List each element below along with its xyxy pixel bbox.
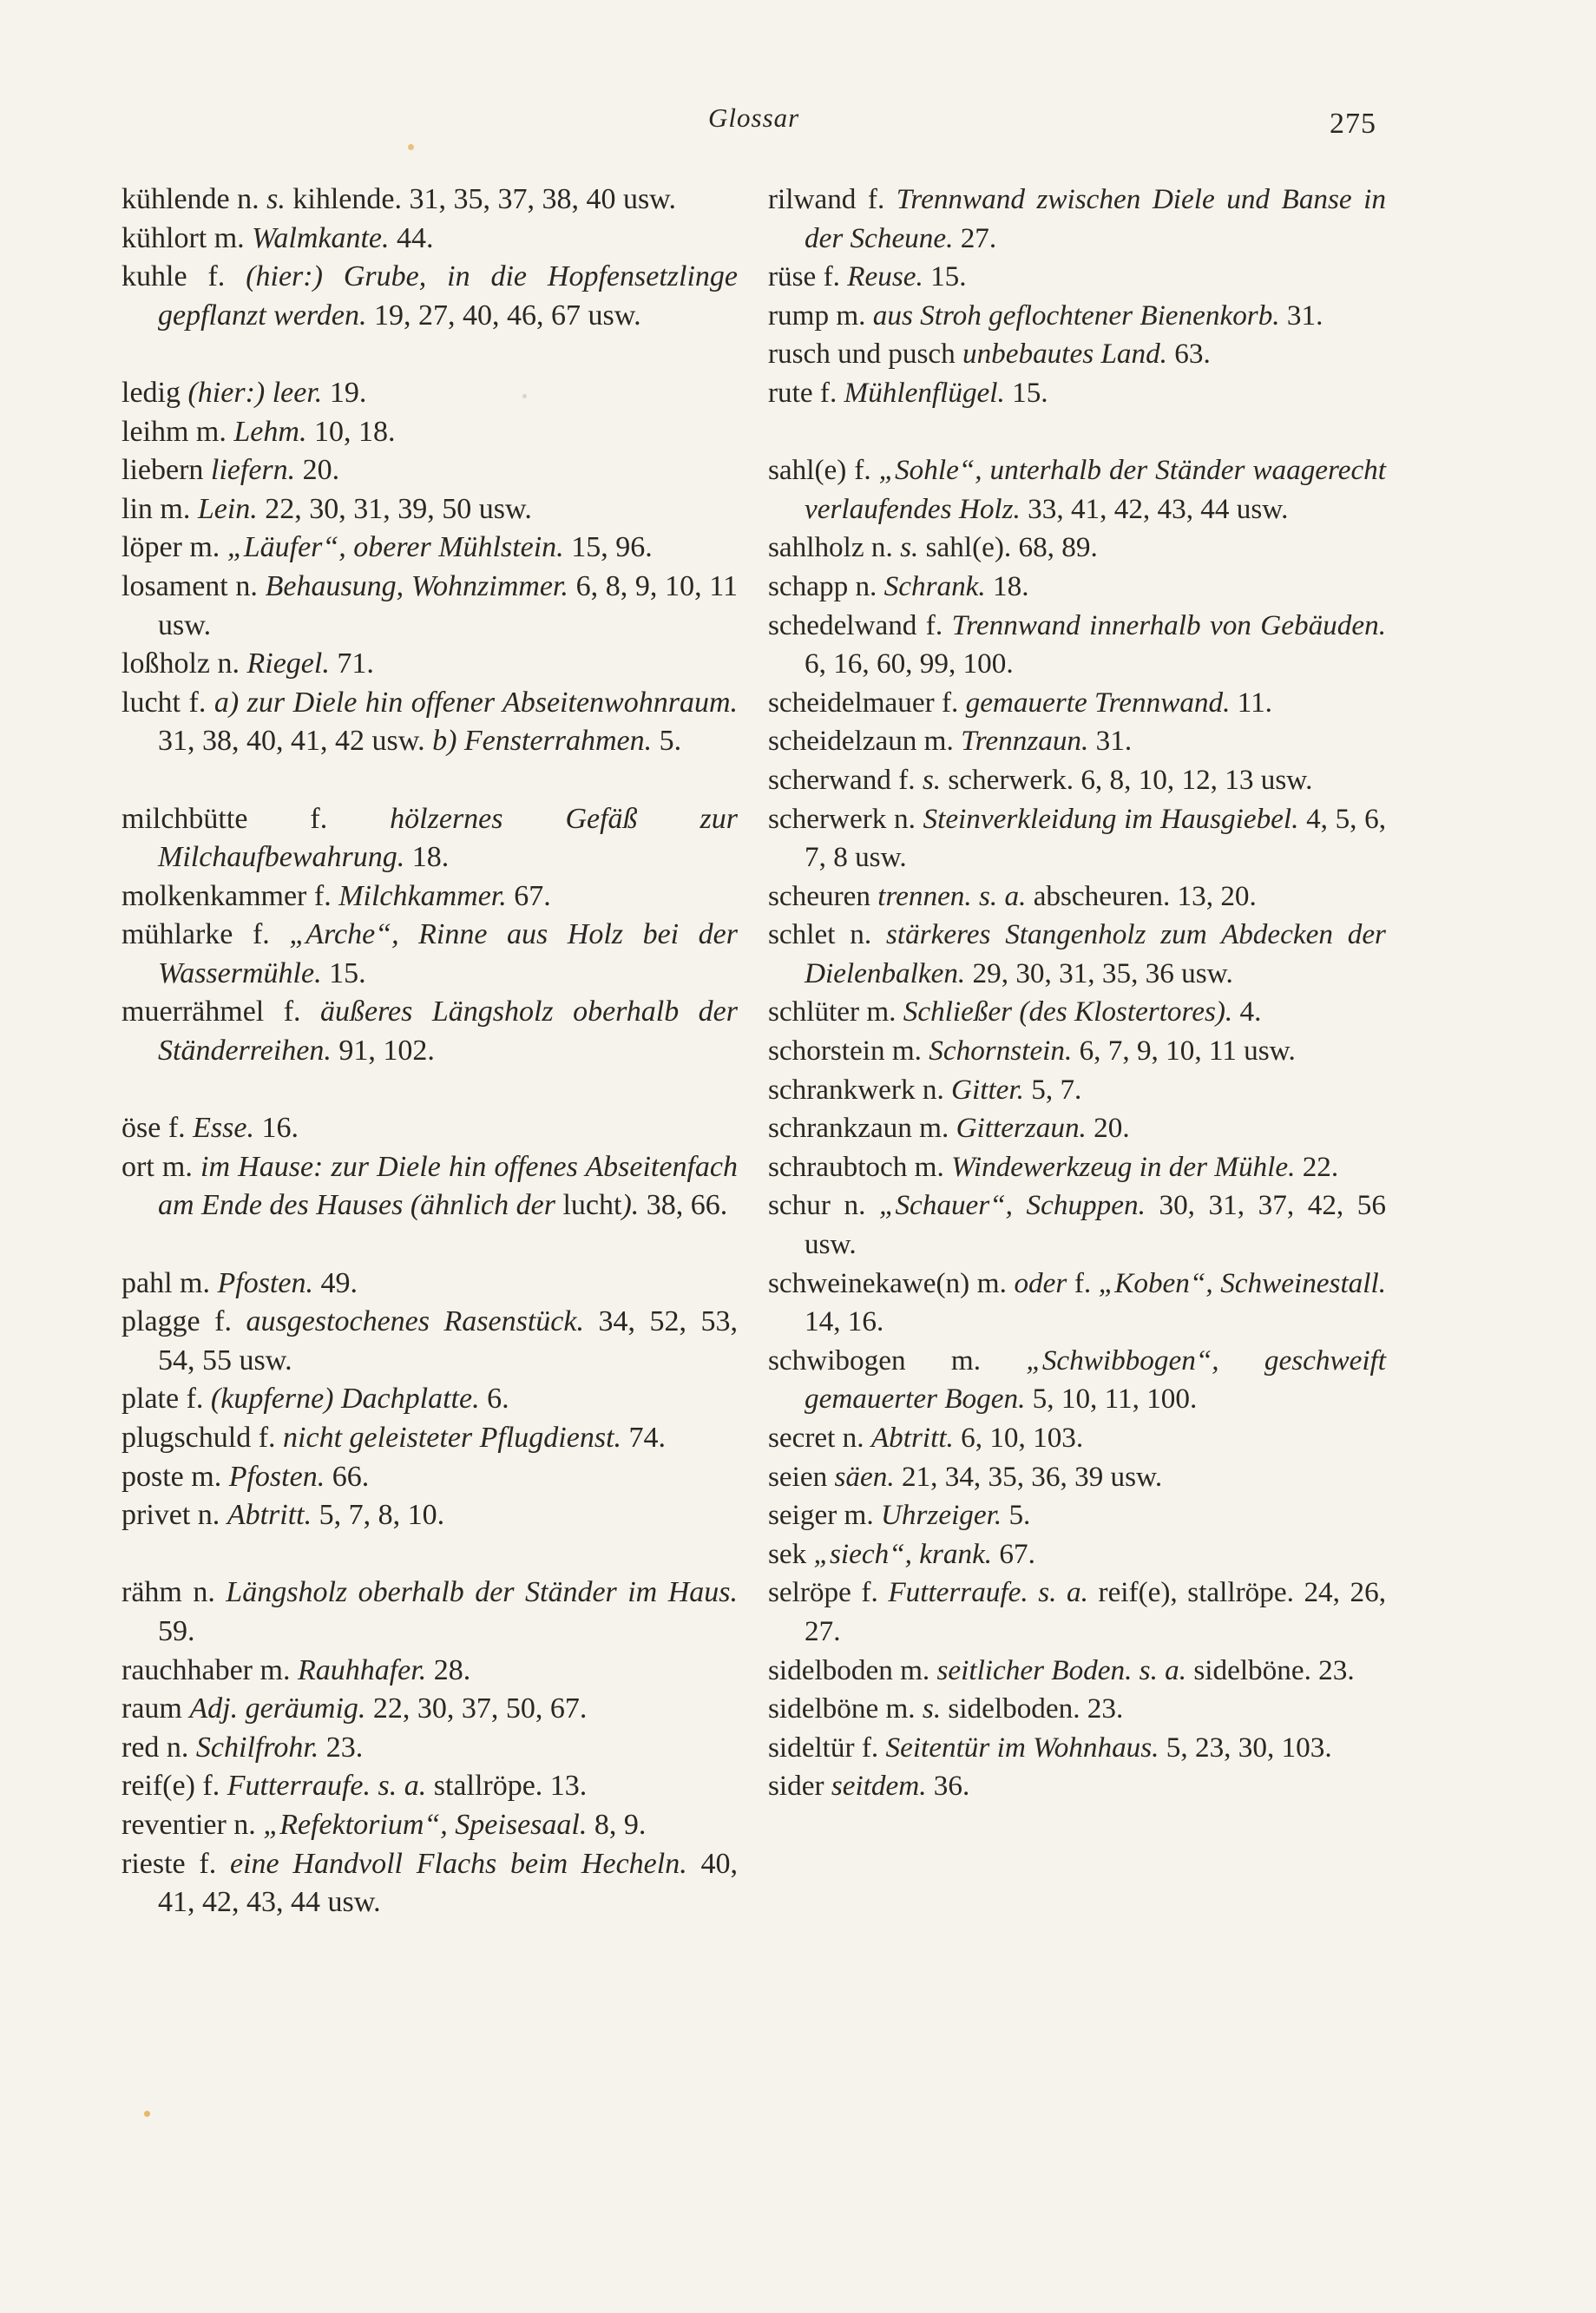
entry-headword: scherwand f.: [768, 763, 923, 796]
entry-definition: Abtritt.: [227, 1499, 312, 1532]
entry-text: 4.: [1232, 996, 1262, 1028]
entry-headword: schur n.: [768, 1189, 879, 1222]
entry-text: 22, 30, 37, 50, 67.: [365, 1692, 588, 1725]
glossary-entry: [122, 1458, 738, 1497]
glossary-entry: [768, 335, 1386, 374]
entry-headword: secret n.: [768, 1422, 871, 1454]
entry-headword: ledig: [122, 376, 188, 409]
entry-text: 38, 66.: [639, 1189, 728, 1222]
entry-headword: öse f.: [122, 1112, 194, 1145]
entry-definition: oder: [1014, 1266, 1067, 1299]
entry-definition: Seitentür im Wohnhaus.: [885, 1731, 1159, 1764]
entry-text: 63.: [1166, 338, 1211, 371]
entry-definition: gemauerte Trennwand.: [965, 686, 1231, 719]
entry-definition: Steinverkleidung im Hausgiebel.: [923, 802, 1299, 835]
entry-definition: „Schwibbogen“, geschweift gemauerter Bogen.: [805, 1344, 1386, 1416]
glossary-entry: [768, 181, 1386, 258]
glossary-entry: [768, 1186, 1386, 1264]
entry-headword: ort m.: [122, 1150, 201, 1183]
entry-headword: schrankwerk n.: [768, 1073, 952, 1106]
glossary-entry: [122, 181, 738, 220]
entry-text: 74.: [621, 1422, 667, 1454]
entry-text: 30, 31, 37, 42, 56 usw.: [805, 1189, 1386, 1261]
entry-headword: seiger m.: [768, 1499, 881, 1532]
entry-definition: Esse.: [193, 1112, 254, 1145]
glossary-entry: [122, 1652, 738, 1691]
glossary-entry: [768, 374, 1386, 413]
glossary-entry: [768, 1729, 1386, 1768]
entry-headword: scheidelzaun m.: [768, 725, 962, 758]
glossary-column-right: [768, 181, 1386, 1806]
glossary-entry: [122, 220, 738, 259]
entry-definition: Windewerkzeug in der Mühle.: [951, 1150, 1296, 1183]
entry-text: sahl(e). 68, 89.: [918, 531, 1098, 564]
entry-headword: sidelboden m.: [768, 1653, 937, 1686]
entry-text: abscheuren. 13, 20.: [1026, 879, 1257, 912]
glossary-column-left: [122, 181, 738, 1922]
entry-headword: seien: [768, 1460, 835, 1493]
entry-headword: sahl(e) f.: [768, 454, 879, 487]
entry-text: 6, 16, 60, 99, 100.: [805, 647, 1014, 680]
glossary-entry: [122, 1845, 738, 1922]
entry-text: 5, 10, 11, 100.: [1025, 1383, 1198, 1416]
entry-headword: kühlort m.: [122, 221, 253, 254]
entry-definition: Uhrzeiger.: [880, 1499, 1002, 1532]
entry-headword: losament n.: [122, 569, 266, 602]
entry-definition: Trennwand zwischen Diele und Banse in der Scheune.: [805, 183, 1386, 254]
entry-headword: sidelböne m.: [768, 1692, 923, 1725]
entry-definition: im Hause: zur Diele hin offenes Abseitenfach am Ende des Hauses (ähnlich der: [158, 1150, 738, 1222]
entry-headword: lucht f.: [122, 686, 214, 719]
entry-headword: reif(e) f.: [122, 1770, 227, 1803]
paper-speck: [522, 394, 527, 398]
entry-headword: schlüter m.: [768, 996, 903, 1028]
entry-definition: s.: [900, 531, 919, 564]
entry-text: 6, 8, 9, 10, 11 usw.: [158, 569, 738, 641]
entry-text: 40, 41, 42, 43, 44 usw.: [158, 1847, 738, 1919]
entry-text: 20.: [295, 454, 340, 487]
entry-text: 21, 34, 35, 36, 39 usw.: [894, 1460, 1163, 1493]
entry-text: 44.: [389, 221, 434, 254]
entry-definition: (kupferne) Dachplatte.: [210, 1383, 480, 1416]
glossary-entry: [768, 1574, 1386, 1651]
entry-headword: mühlarke f.: [122, 918, 290, 951]
entry-text: 14, 16.: [805, 1305, 884, 1338]
entry-definition: Gitterzaun.: [956, 1112, 1087, 1145]
entry-headword: lin m.: [122, 492, 198, 525]
entry-text: 5, 7.: [1023, 1073, 1082, 1106]
entry-headword: schrankzaun m.: [768, 1112, 956, 1145]
entry-definition: s.: [266, 183, 286, 215]
entry-definition: Rauhhafer.: [297, 1653, 427, 1686]
glossary-entry: [122, 1109, 738, 1148]
entry-headword: schapp n.: [768, 569, 884, 602]
entry-definition: Walmkante.: [252, 221, 390, 254]
entry-headword: rauchhaber m.: [122, 1653, 298, 1686]
entry-text: 71.: [329, 647, 374, 680]
entry-text: 28.: [426, 1653, 471, 1686]
entry-headword: molkenkammer f.: [122, 879, 339, 912]
entry-headword: rüse f.: [768, 260, 848, 293]
entry-headword: milchbütte f.: [122, 802, 391, 835]
entry-definition: Reuse.: [847, 260, 923, 293]
entry-text: sidelboden. 23.: [941, 1692, 1124, 1725]
entry-definition: Trennwand innerhalb von Gebäuden.: [951, 608, 1386, 641]
entry-definition: hölzernes Gefäß zur Milchaufbewahrung.: [158, 802, 738, 874]
entry-definition: seitlicher Boden. s. a.: [936, 1653, 1187, 1686]
entry-headword: rähm n.: [122, 1576, 227, 1609]
entry-text: 31, 38, 40, 41, 42 usw.: [158, 725, 433, 758]
entry-headword: schraubtoch m.: [768, 1150, 952, 1183]
entry-definition: Lein.: [197, 492, 258, 525]
entry-definition: liefern.: [210, 454, 296, 487]
paper-speck: [408, 144, 414, 150]
glossary-entry: [768, 1458, 1386, 1497]
entry-definition: nicht geleisteter Pflugdienst.: [283, 1422, 622, 1454]
entry-text: 19.: [322, 376, 367, 409]
entry-definition: Futterraufe. s. a.: [227, 1770, 427, 1803]
entry-definition: „siech“, krank.: [813, 1537, 993, 1570]
entry-headword: privet n.: [122, 1499, 227, 1532]
glossary-entry: [768, 877, 1386, 917]
glossary-entry: [768, 1419, 1386, 1458]
entry-definition: Längsholz oberhalb der Ständer im Haus.: [226, 1576, 738, 1609]
entry-headword: löper m.: [122, 531, 227, 564]
entry-headword: kühlende n.: [122, 183, 267, 215]
entry-headword: liebern: [122, 454, 211, 487]
glossary-entry: [122, 1496, 738, 1535]
entry-definition: Pfosten.: [217, 1266, 313, 1299]
glossary-entry: [122, 993, 738, 1070]
entry-text: 67.: [506, 879, 551, 912]
entry-definition: Schließer (des Klostertores).: [903, 996, 1233, 1028]
entry-text: 20.: [1086, 1112, 1130, 1145]
glossary-entry: [768, 684, 1386, 723]
entry-definition: Adj. geräumig.: [189, 1692, 366, 1725]
entry-definition: s.: [922, 763, 942, 796]
entry-definition: aus Stroh geflochtener Bienenkorb.: [872, 299, 1280, 332]
glossary-entry: [122, 490, 738, 529]
entry-text: 6.: [479, 1383, 509, 1416]
entry-definition: s.: [922, 1692, 942, 1725]
entry-text: 91, 102.: [331, 1035, 435, 1068]
entry-headword: raum: [122, 1692, 190, 1725]
entry-definition: Behausung, Wohnzimmer.: [265, 569, 568, 602]
entry-text: 15.: [923, 260, 967, 293]
glossary-entry: [122, 916, 738, 993]
entry-headword: selröpe f.: [768, 1576, 889, 1609]
entry-definition: „Arche“, Rinne aus Holz bei der Wassermühle.: [158, 918, 739, 989]
glossary-entry: [768, 529, 1386, 568]
entry-definition: ausgestochenes Rasenstück.: [246, 1305, 584, 1338]
entry-definition: Mühlenflügel.: [844, 376, 1005, 409]
glossary-entry: [122, 1265, 738, 1304]
glossary-entry: [122, 1767, 738, 1806]
entry-text: 29, 30, 31, 35, 36 usw.: [965, 956, 1233, 989]
entry-text: sidelböne. 23.: [1186, 1653, 1355, 1686]
glossary-entry: [768, 761, 1386, 800]
glossary-entry: [768, 1496, 1386, 1535]
entry-text: 18.: [985, 569, 1029, 602]
entry-headword: sideltür f.: [768, 1731, 886, 1764]
entry-text: 6, 7, 9, 10, 11 usw.: [1072, 1035, 1296, 1068]
entry-definition: Schrank.: [883, 569, 986, 602]
entry-definition: Riegel.: [246, 647, 330, 680]
entry-headword: sahlholz n.: [768, 531, 901, 564]
entry-text: 36.: [926, 1770, 970, 1803]
entry-text: stallröpe. 13.: [426, 1770, 588, 1803]
entry-text: 11.: [1230, 686, 1272, 719]
entry-headword: schedelwand f.: [768, 608, 952, 641]
entry-definition: (hier:) Grube, in die Hopfensetzlinge gepflanzt werden.: [158, 260, 739, 332]
glossary-entry: [768, 1148, 1386, 1187]
entry-definition: ).: [621, 1189, 640, 1222]
entry-text: 49.: [312, 1266, 358, 1299]
page-number: 275: [1330, 108, 1376, 140]
entry-headword: loßholz n.: [122, 647, 247, 680]
glossary-entry: [122, 529, 738, 568]
entry-text: f.: [1067, 1266, 1099, 1299]
entry-definition: Pfosten.: [228, 1460, 325, 1493]
glossary-entry: [122, 645, 738, 684]
glossary-entry: [768, 1767, 1386, 1806]
running-title: Glossar: [708, 102, 800, 133]
entry-text: 5.: [1002, 1499, 1031, 1532]
entry-text: 15, 96.: [563, 531, 653, 564]
glossary-entry: [768, 607, 1386, 684]
glossary-entry: [122, 413, 738, 452]
entry-text: reif(e), stallröpe. 24, 26, 27.: [805, 1576, 1387, 1647]
glossary-entry: [122, 1729, 738, 1768]
glossary-entry: [122, 1806, 738, 1845]
entry-text: 15.: [321, 956, 366, 989]
entry-headword: schorstein m.: [768, 1035, 929, 1068]
entry-text: 33, 41, 42, 43, 44 usw.: [1020, 492, 1289, 525]
entry-definition: Trennzaun.: [961, 725, 1089, 758]
entry-definition: säen.: [834, 1460, 895, 1493]
entry-text: 23.: [319, 1731, 364, 1764]
entry-definition: b) Fensterrahmen.: [432, 725, 653, 758]
paper-speck: [144, 2111, 150, 2117]
glossary-entry: [768, 1342, 1386, 1419]
entry-headword: leihm m.: [122, 415, 234, 448]
entry-definition: seitdem.: [831, 1770, 927, 1803]
glossary-entry: [122, 1574, 738, 1651]
glossary-entry: [768, 1652, 1386, 1691]
entry-text: scherwerk. 6, 8, 10, 12, 13 usw.: [941, 763, 1313, 796]
glossary-entry: [768, 451, 1386, 529]
glossary-entry: [122, 800, 738, 877]
entry-text: 67.: [992, 1537, 1035, 1570]
entry-headword: schlet n.: [768, 918, 886, 951]
entry-text: 22, 30, 31, 39, 50 usw.: [257, 492, 532, 525]
entry-text: 59.: [158, 1614, 195, 1647]
glossary-entry: [768, 1535, 1386, 1574]
entry-text: 31.: [1279, 299, 1323, 332]
entry-headword: plagge f.: [122, 1305, 246, 1338]
glossary-entry: [122, 1148, 738, 1225]
entry-headword: rump m.: [768, 299, 873, 332]
entry-text: 18.: [404, 841, 450, 874]
entry-definition: „Schauer“, Schuppen.: [878, 1189, 1146, 1222]
page-header: [0, 102, 1596, 154]
entry-definition: Milchkammer.: [338, 879, 507, 912]
glossary-entry: [768, 722, 1386, 761]
glossary-entry: [122, 451, 738, 490]
glossary-entry: [768, 297, 1386, 336]
entry-definition: trennen. s. a.: [877, 879, 1027, 912]
glossary-entry: [122, 1419, 738, 1458]
entry-text: 31.: [1088, 725, 1133, 758]
entry-headword: plugschuld f.: [122, 1422, 284, 1454]
glossary-entry: [768, 1071, 1386, 1110]
entry-definition: Futterraufe. s. a.: [888, 1576, 1088, 1609]
entry-headword: rieste f.: [122, 1847, 231, 1880]
entry-text: 19, 27, 40, 46, 67 usw.: [366, 299, 641, 332]
glossary-entry: [768, 993, 1386, 1032]
glossary-entry: [122, 568, 738, 645]
entry-headword: scherwerk n.: [768, 802, 923, 835]
glossary-entry: [122, 258, 738, 335]
entry-definition: unbebautes Land.: [962, 338, 1167, 371]
glossary-entry: [768, 800, 1386, 877]
entry-headword: reventier n.: [122, 1808, 264, 1841]
entry-text: 16.: [253, 1112, 299, 1145]
entry-text: 4, 5, 6, 7, 8 usw.: [805, 802, 1386, 874]
entry-text: 8, 9.: [587, 1808, 647, 1841]
entry-definition: „Sohle“, unterhalb der Ständer waagerecht verlaufendes Holz.: [805, 454, 1386, 525]
entry-definition: Lehm.: [233, 415, 307, 448]
entry-definition: Schilfrohr.: [195, 1731, 319, 1764]
entry-definition: (hier:) leer.: [187, 376, 323, 409]
entry-definition: eine Handvoll Flachs beim Hecheln.: [230, 1847, 687, 1880]
glossary-entry: [768, 916, 1386, 993]
entry-headword: scheidelmauer f.: [768, 686, 966, 719]
entry-headword: kuhle f.: [122, 260, 246, 293]
entry-definition: Gitter.: [951, 1073, 1024, 1106]
entry-headword: rusch und pusch: [768, 338, 962, 371]
entry-headword: pahl m.: [122, 1266, 218, 1299]
entry-definition: Abtritt.: [870, 1422, 954, 1454]
entry-text: 10, 18.: [306, 415, 396, 448]
entry-definition: Schornstein.: [929, 1035, 1073, 1068]
glossary-entry: [122, 1303, 738, 1380]
entry-text: 27.: [953, 221, 997, 254]
entry-text: 34, 52, 53, 54, 55 usw.: [158, 1305, 738, 1377]
entry-text: 5, 7, 8, 10.: [312, 1499, 445, 1532]
entry-headword: scheuren: [768, 879, 878, 912]
entry-text: 22.: [1295, 1150, 1339, 1183]
glossary-entry: [122, 877, 738, 917]
entry-text: 66.: [325, 1460, 370, 1493]
entry-text: lucht: [562, 1189, 622, 1222]
glossary-entry: [122, 684, 738, 761]
glossary-entry: [768, 1265, 1386, 1342]
glossary-entry: [768, 1032, 1386, 1071]
entry-definition: „Refektorium“, Speisesaal.: [263, 1808, 588, 1841]
glossary-entry: [122, 374, 738, 413]
entry-headword: schweinekawe(n) m.: [768, 1266, 1015, 1299]
glossary-entry: [768, 1690, 1386, 1729]
entry-text: 15.: [1004, 376, 1048, 409]
entry-definition: „Koben“, Schweinestall.: [1098, 1266, 1387, 1299]
entry-headword: sek: [768, 1537, 814, 1570]
entry-headword: schwibogen m.: [768, 1344, 1027, 1377]
entry-headword: poste m.: [122, 1460, 229, 1493]
entry-headword: red n.: [122, 1731, 196, 1764]
entry-headword: sider: [768, 1770, 831, 1803]
entry-headword: plate f.: [122, 1383, 211, 1416]
entry-text: 6, 10, 103.: [953, 1422, 1084, 1454]
entry-definition: äußeres Längsholz oberhalb der Ständerreihen.: [158, 996, 739, 1068]
glossary-entry: [768, 568, 1386, 607]
entry-text: 5.: [652, 725, 682, 758]
entry-headword: muerrähmel f.: [122, 996, 320, 1028]
entry-headword: rilwand f.: [768, 183, 897, 215]
entry-text: kihlende. 31, 35, 37, 38, 40 usw.: [285, 183, 677, 215]
glossary-entry: [122, 1690, 738, 1729]
entry-headword: rute f.: [768, 376, 844, 409]
glossary-entry: [122, 1380, 738, 1419]
entry-definition: stärkeres Stangenholz zum Abdecken der Dielenbalken.: [805, 918, 1386, 989]
entry-text: 5, 23, 30, 103.: [1159, 1731, 1332, 1764]
entry-definition: a) zur Diele hin offener Abseitenwohnraum.: [213, 686, 738, 719]
glossary-entry: [768, 1109, 1386, 1148]
glossary-entry: [768, 258, 1386, 297]
entry-definition: „Läufer“, oberer Mühlstein.: [227, 531, 564, 564]
